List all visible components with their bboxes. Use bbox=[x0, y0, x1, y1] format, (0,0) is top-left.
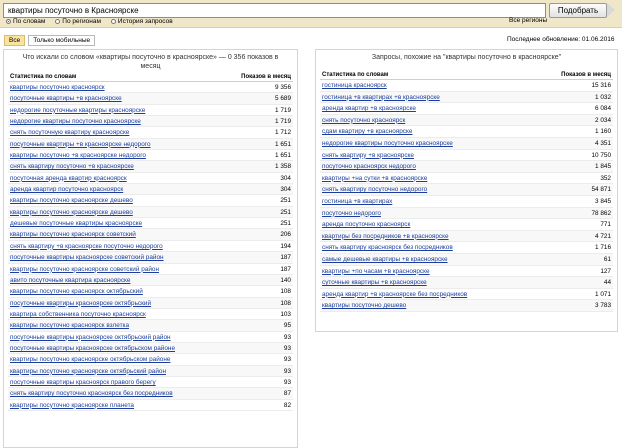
tab-mobile-only[interactable]: Только мобильные bbox=[28, 35, 95, 46]
keyword-link[interactable]: посуточные квартиры красноярске октябрьский район bbox=[10, 333, 171, 341]
keyword-link[interactable]: снять квартиру посуточно недорого bbox=[322, 186, 428, 194]
impressions-count: 1 651 bbox=[275, 140, 291, 148]
keyword-link[interactable]: аренда посуточно красноярск bbox=[322, 221, 411, 229]
keyword-link[interactable]: гостиница красноярск bbox=[322, 82, 387, 89]
table-row bbox=[8, 229, 293, 240]
last-update: Последнее обновление: 01.06.2016 bbox=[507, 36, 615, 43]
impressions-count: 15 316 bbox=[591, 82, 611, 89]
impressions-count: 1 651 bbox=[275, 152, 291, 160]
keyword-link[interactable]: снять квартиру +в красноярске посуточно недорого bbox=[10, 242, 163, 250]
search-input[interactable] bbox=[3, 3, 546, 18]
table-row bbox=[320, 138, 613, 150]
words-table-header bbox=[8, 73, 293, 82]
keyword-link[interactable]: посуточные квартиры красноярске октябрьском районе bbox=[10, 344, 176, 352]
impressions-count: 2 034 bbox=[595, 116, 611, 124]
impressions-count: 187 bbox=[280, 265, 291, 273]
table-row bbox=[8, 354, 293, 365]
impressions-count: 9 356 bbox=[275, 84, 291, 91]
device-tabs bbox=[4, 35, 95, 46]
impressions-count: 251 bbox=[280, 197, 291, 205]
words-panel bbox=[3, 49, 298, 448]
keyword-link[interactable]: посуточные квартиры +в красноярске недорого bbox=[10, 140, 151, 148]
mode-label: По регионам bbox=[62, 18, 101, 25]
impressions-count: 44 bbox=[603, 279, 611, 287]
table-row bbox=[320, 219, 613, 231]
table-row bbox=[8, 343, 293, 354]
table-row bbox=[8, 298, 293, 309]
keyword-link[interactable]: снять квартиру красноярск без посредников bbox=[322, 244, 453, 252]
impressions-count: 61 bbox=[603, 255, 611, 263]
keyword-link[interactable]: квартира собственника посуточно красноярск bbox=[10, 310, 146, 318]
impressions-count: 1 032 bbox=[595, 93, 611, 101]
table-row bbox=[8, 150, 293, 161]
region-selector[interactable]: Все регионы bbox=[509, 17, 548, 24]
impressions-count: 5 689 bbox=[275, 95, 291, 103]
impressions-count: 1 719 bbox=[275, 118, 291, 126]
table-row bbox=[8, 161, 293, 172]
keyword-link[interactable]: гостиница +в квартирах +в красноярске bbox=[322, 93, 440, 101]
table-row bbox=[320, 150, 613, 162]
keyword-link[interactable]: квартиры посуточно красноярск октябрьский bbox=[10, 288, 143, 296]
table-row bbox=[320, 277, 613, 289]
impressions-count: 93 bbox=[283, 378, 291, 386]
keyword-link[interactable]: квартиры посуточно дешево bbox=[322, 302, 407, 310]
table-row bbox=[8, 377, 293, 388]
impressions-count: 3 783 bbox=[595, 302, 611, 310]
table-row bbox=[8, 252, 293, 263]
table-row bbox=[8, 195, 293, 206]
impressions-count: 127 bbox=[600, 267, 611, 275]
keyword-link[interactable]: аренда квартир +в красноярске без посредников bbox=[322, 290, 468, 298]
keyword-link[interactable]: квартиры посуточно красноярске октябрьский район bbox=[10, 367, 166, 375]
keyword-link[interactable]: недорогие квартиры посуточно красноярске bbox=[10, 118, 141, 126]
keyword-link[interactable]: самые дешевые квартиры +в красноярске bbox=[322, 255, 448, 263]
words-table bbox=[8, 82, 293, 411]
keyword-link[interactable]: квартиры посуточно красноярске дешево bbox=[10, 208, 133, 216]
keyword-link[interactable]: квартиры посуточно красноярск советский bbox=[10, 231, 136, 239]
impressions-count: 251 bbox=[280, 208, 291, 216]
impressions-count: 206 bbox=[280, 231, 291, 239]
impressions-count: 4 351 bbox=[595, 139, 611, 147]
table-row bbox=[8, 332, 293, 343]
table-row bbox=[8, 218, 293, 229]
keyword-link[interactable]: недорогие квартиры посуточно красноярске bbox=[322, 139, 453, 147]
impressions-count: 54 871 bbox=[591, 186, 611, 194]
radio-dot-off[interactable] bbox=[55, 19, 60, 24]
col-word-header: Статистика по словам bbox=[322, 72, 389, 78]
impressions-count: 108 bbox=[280, 288, 291, 296]
keyword-link[interactable]: квартиры +на сутки +в красноярске bbox=[322, 174, 428, 182]
table-row bbox=[8, 116, 293, 127]
impressions-count: 82 bbox=[283, 401, 291, 409]
similar-panel bbox=[315, 49, 618, 332]
impressions-count: 103 bbox=[280, 310, 291, 318]
table-row bbox=[8, 264, 293, 275]
table-row bbox=[320, 173, 613, 185]
keyword-link[interactable]: квартиры посуточно красноярск взлетка bbox=[10, 322, 130, 330]
table-row bbox=[8, 309, 293, 320]
table-row bbox=[320, 161, 613, 173]
table-row bbox=[8, 173, 293, 184]
keyword-link[interactable]: квартиры посуточно красноярске дешево bbox=[10, 197, 133, 205]
table-row bbox=[320, 254, 613, 266]
keyword-link[interactable]: дешевые посуточные квартиры красноярске bbox=[10, 220, 143, 228]
keyword-link[interactable]: снять посуточную квартиру красноярске bbox=[10, 129, 130, 137]
table-row bbox=[8, 127, 293, 138]
impressions-count: 93 bbox=[283, 333, 291, 341]
keyword-link[interactable]: квартиры без посредников +в красноярске bbox=[322, 232, 449, 240]
impressions-count: 6 084 bbox=[595, 105, 611, 113]
table-row bbox=[8, 366, 293, 377]
keyword-link[interactable]: снять квартиру посуточно красноярск без посредников bbox=[10, 390, 173, 398]
col-word-header: Статистика по словам bbox=[10, 74, 77, 80]
radio-dot-on[interactable] bbox=[6, 19, 11, 24]
keyword-link[interactable]: посуточно недорого bbox=[322, 209, 381, 217]
table-row bbox=[320, 231, 613, 243]
table-row bbox=[320, 242, 613, 254]
keyword-link[interactable]: посуточные квартиры красноярске октябрьский bbox=[10, 299, 152, 307]
impressions-count: 304 bbox=[280, 174, 291, 182]
keyword-link[interactable]: квартиры посуточно +в красноярске недорого bbox=[10, 152, 146, 160]
search-bar bbox=[0, 0, 622, 28]
impressions-count: 1 712 bbox=[275, 129, 291, 137]
mode-label: По словам bbox=[13, 18, 46, 25]
impressions-count: 93 bbox=[283, 356, 291, 364]
impressions-count: 4 721 bbox=[595, 232, 611, 240]
table-row bbox=[8, 286, 293, 297]
mode-by-words[interactable] bbox=[6, 18, 45, 25]
radio-dot-off[interactable] bbox=[111, 19, 116, 24]
impressions-count: 87 bbox=[283, 390, 291, 398]
tab-all[interactable]: Все bbox=[4, 35, 25, 46]
table-row bbox=[8, 400, 293, 411]
similar-panel-title: Запросы, похожие на "квартиры посуточно в красноярске" bbox=[371, 54, 562, 61]
mode-history[interactable] bbox=[111, 18, 173, 25]
impressions-count: 93 bbox=[283, 344, 291, 352]
table-row bbox=[320, 80, 613, 92]
impressions-count: 1 719 bbox=[275, 106, 291, 114]
impressions-count: 194 bbox=[280, 242, 291, 250]
table-row bbox=[320, 289, 613, 301]
keyword-link[interactable]: посуточные квартиры красноярске советский район bbox=[10, 254, 164, 262]
table-row bbox=[8, 241, 293, 252]
impressions-count: 1 160 bbox=[595, 128, 611, 136]
keyword-link[interactable]: квартиры +по часам +в красноярске bbox=[322, 267, 430, 275]
keyword-link[interactable]: суточные квартиры +в красноярске bbox=[322, 279, 427, 287]
impressions-count: 140 bbox=[280, 276, 291, 284]
impressions-count: 1 716 bbox=[595, 244, 611, 252]
impressions-count: 1 071 bbox=[595, 290, 611, 298]
impressions-count: 187 bbox=[280, 254, 291, 262]
table-row bbox=[320, 115, 613, 127]
similar-table bbox=[320, 80, 613, 312]
impressions-count: 304 bbox=[280, 186, 291, 194]
keyword-link[interactable]: квартиры посуточно красноярске советский район bbox=[10, 265, 159, 273]
impressions-count: 95 bbox=[283, 322, 291, 330]
table-row bbox=[320, 300, 613, 312]
mode-by-regions[interactable] bbox=[55, 18, 101, 25]
table-row bbox=[320, 208, 613, 220]
mode-label: История запросов bbox=[117, 18, 173, 25]
keyword-link[interactable]: квартиры посуточно красноярске планета bbox=[10, 401, 134, 409]
table-row bbox=[320, 92, 613, 104]
table-row bbox=[8, 139, 293, 150]
table-row bbox=[8, 82, 293, 93]
keyword-link[interactable]: квартиры посуточно красноярск bbox=[10, 84, 105, 91]
table-row bbox=[320, 103, 613, 115]
table-row bbox=[8, 320, 293, 331]
impressions-count: 352 bbox=[600, 174, 611, 182]
keyword-link[interactable]: посуточно красноярск недорого bbox=[322, 163, 416, 171]
impressions-count: 1 845 bbox=[595, 163, 611, 171]
keyword-link[interactable]: квартиры посуточно красноярске октябрьском районе bbox=[10, 356, 171, 364]
col-count-header: Показов в месяц bbox=[241, 74, 291, 80]
search-mode-group bbox=[6, 17, 173, 26]
table-row bbox=[320, 266, 613, 278]
impressions-count: 771 bbox=[600, 221, 611, 229]
words-panel-title: Что искали со словом «квартиры посуточно в красноярске» — 0 356 показов в месяц bbox=[22, 54, 279, 70]
table-row bbox=[320, 126, 613, 138]
table-row bbox=[8, 105, 293, 116]
keyword-link[interactable]: сдам квартиру +в красноярске bbox=[322, 128, 413, 136]
table-row bbox=[8, 184, 293, 195]
keyword-link[interactable]: снять посуточно красноярск bbox=[322, 116, 406, 124]
impressions-count: 10 750 bbox=[591, 151, 611, 159]
col-count-header: Показов в месяц bbox=[561, 72, 611, 78]
keyword-link[interactable]: посуточная аренда квартир красноярск bbox=[10, 174, 127, 182]
search-button-arrow bbox=[607, 3, 615, 17]
keyword-link[interactable]: посуточные квартиры красноярск правого берегу bbox=[10, 378, 156, 386]
keyword-link[interactable]: снять квартиру +в красноярске bbox=[322, 151, 414, 159]
table-row bbox=[8, 275, 293, 286]
table-row bbox=[8, 207, 293, 218]
impressions-count: 78 862 bbox=[591, 209, 611, 217]
impressions-count: 251 bbox=[280, 220, 291, 228]
keyword-link[interactable]: гостиница +в квартирах bbox=[322, 197, 393, 205]
impressions-count: 108 bbox=[280, 299, 291, 307]
impressions-count: 93 bbox=[283, 367, 291, 375]
keyword-link[interactable]: посуточные квартиры +в красноярске bbox=[10, 95, 122, 103]
table-row bbox=[320, 196, 613, 208]
keyword-link[interactable]: аренда квартир посуточно красноярск bbox=[10, 186, 124, 194]
keyword-link[interactable]: недорогие посуточные квартиры красноярске bbox=[10, 106, 146, 114]
impressions-count: 3 845 bbox=[595, 197, 611, 205]
table-row bbox=[8, 388, 293, 399]
table-row bbox=[320, 184, 613, 196]
search-button[interactable]: Подобрать bbox=[549, 3, 607, 18]
impressions-count: 1 358 bbox=[275, 163, 291, 171]
keyword-link[interactable]: снять квартиру посуточно +в красноярске bbox=[10, 163, 134, 171]
similar-table-header bbox=[320, 71, 613, 80]
keyword-link[interactable]: авито посуточные квартира красноярске bbox=[10, 276, 131, 284]
keyword-link[interactable]: аренда квартир +в красноярске bbox=[322, 105, 416, 113]
table-row bbox=[8, 93, 293, 104]
